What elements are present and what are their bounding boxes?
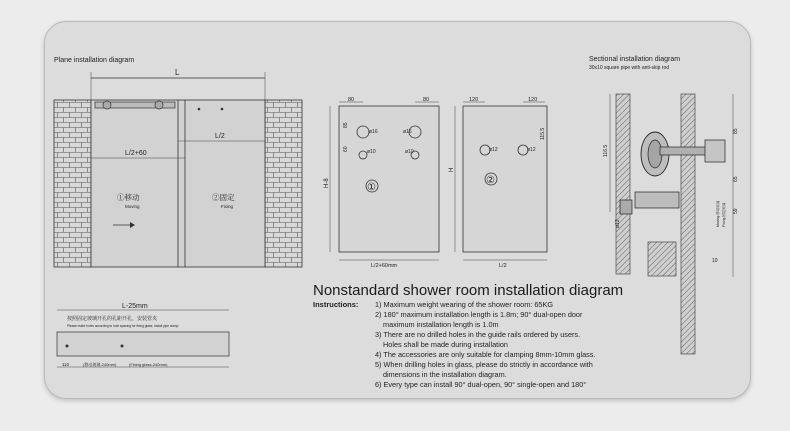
p1-dim-60: 60: [343, 146, 349, 152]
p1-top-right-dim: 80: [423, 97, 430, 103]
p1-hole10b: ø10: [405, 149, 414, 155]
p2-dim-115: 115.5: [540, 127, 546, 140]
instruction-line: 6) Every type can install 90° dual-open, 90° single-open and 180°: [375, 380, 587, 389]
panel-2-diagram: [449, 97, 547, 269]
instruction-line: 1) Maximum weight wearing of the shower room: 65KG: [375, 300, 554, 309]
panel-1-diagram: [324, 97, 439, 269]
right-brick-wall: [265, 100, 302, 267]
instruction-line: Holes shall be made during installation: [383, 340, 508, 349]
instruction-line: 5) When drilling holes in glass, please do strictly in accordance with: [375, 360, 593, 369]
pipe-dim: L-25mm: [122, 303, 148, 310]
p2-width: L/2: [499, 263, 507, 269]
sec-dim-10: 10: [712, 258, 718, 264]
dim-L-label: L: [175, 68, 180, 77]
p1-hole16a: ø16: [369, 129, 378, 135]
pipe-dim-110: 110: [62, 362, 70, 367]
instruction-line: 3) There are no drilled holes in the guide rails ordered by users.: [375, 330, 581, 339]
p1-dim-85: 85: [343, 122, 349, 128]
sec-side-note2: Fixing 固定玻璃: [722, 202, 726, 227]
moving-cn-label: ①移动: [117, 193, 140, 202]
instructions-label: Instructions:: [313, 300, 359, 309]
plane-installation: [54, 57, 302, 267]
dim-L2-label: L/2: [215, 133, 225, 140]
p2-height: H: [449, 167, 455, 172]
panel-1: [339, 106, 439, 252]
pipe-dim-moving: (移动玻璃-240mm): [83, 362, 117, 367]
plane-title: Plane installation diagram: [54, 57, 135, 64]
p2-hole12b: ø12: [527, 147, 536, 153]
p1-height: H-8: [324, 178, 330, 188]
sec-dim-65: 65: [733, 176, 739, 182]
moving-en-label: Moving: [125, 204, 140, 209]
left-brick-wall: [54, 100, 91, 267]
section-subtitle: 30x10 square pipe with anti-skip rod: [589, 65, 670, 71]
p2-top-right-dim: 120: [528, 97, 538, 103]
sec-dim-59: 59: [733, 208, 739, 214]
p1-hole16b: ø16: [403, 129, 412, 135]
p2-hole12a: ø12: [489, 147, 498, 153]
diagram-card: [44, 21, 751, 399]
pipe-clamp-diagram: [57, 303, 229, 367]
p2-number: ②: [486, 175, 495, 186]
pipe-note-en: Please make holes according to hole spacing for fixing glass; install pipe clamp: [67, 324, 179, 328]
sec-dim-85: 85: [733, 128, 739, 134]
p1-number: ①: [367, 182, 376, 193]
dim-L2-60-label: L/2+60: [125, 150, 147, 157]
sec-dim-12: ø12: [615, 219, 621, 228]
pipe-note-cn: 按照固定玻璃开孔的孔距开孔，安装管夹: [67, 316, 158, 322]
panel-2: [463, 106, 547, 252]
sec-side-note: Moving 移动玻璃: [716, 200, 720, 227]
p2-top-left-dim: 120: [469, 97, 479, 103]
p1-width: L/2+60mm: [371, 263, 398, 269]
fixing-en-label: Fixing: [221, 204, 234, 209]
instruction-line: dimensions in the installation diagram.: [383, 370, 507, 379]
pipe-dim-fixing: (Fixing glass-240mm): [129, 362, 168, 367]
fixing-cn-label: ②固定: [212, 193, 235, 202]
instruction-line: 4) The accessories are only suitable for clamping 8mm-10mm glass.: [375, 350, 596, 359]
p1-hole10a: ø10: [367, 149, 376, 155]
main-title: Nonstandard shower room installation diagram: [313, 282, 624, 299]
sec-dim-1165: 116.5: [603, 144, 609, 157]
p1-top-left-dim: 80: [348, 97, 355, 103]
sectional-diagram: [589, 56, 739, 354]
section-title: Sectional installation diagram: [589, 56, 681, 63]
instruction-line: maximum installation length is 1.0m: [383, 320, 499, 329]
installation-diagram: [45, 22, 750, 398]
instruction-line: 2) 180° maximum installation length is 1.8m; 90° dual-open door: [375, 310, 583, 319]
